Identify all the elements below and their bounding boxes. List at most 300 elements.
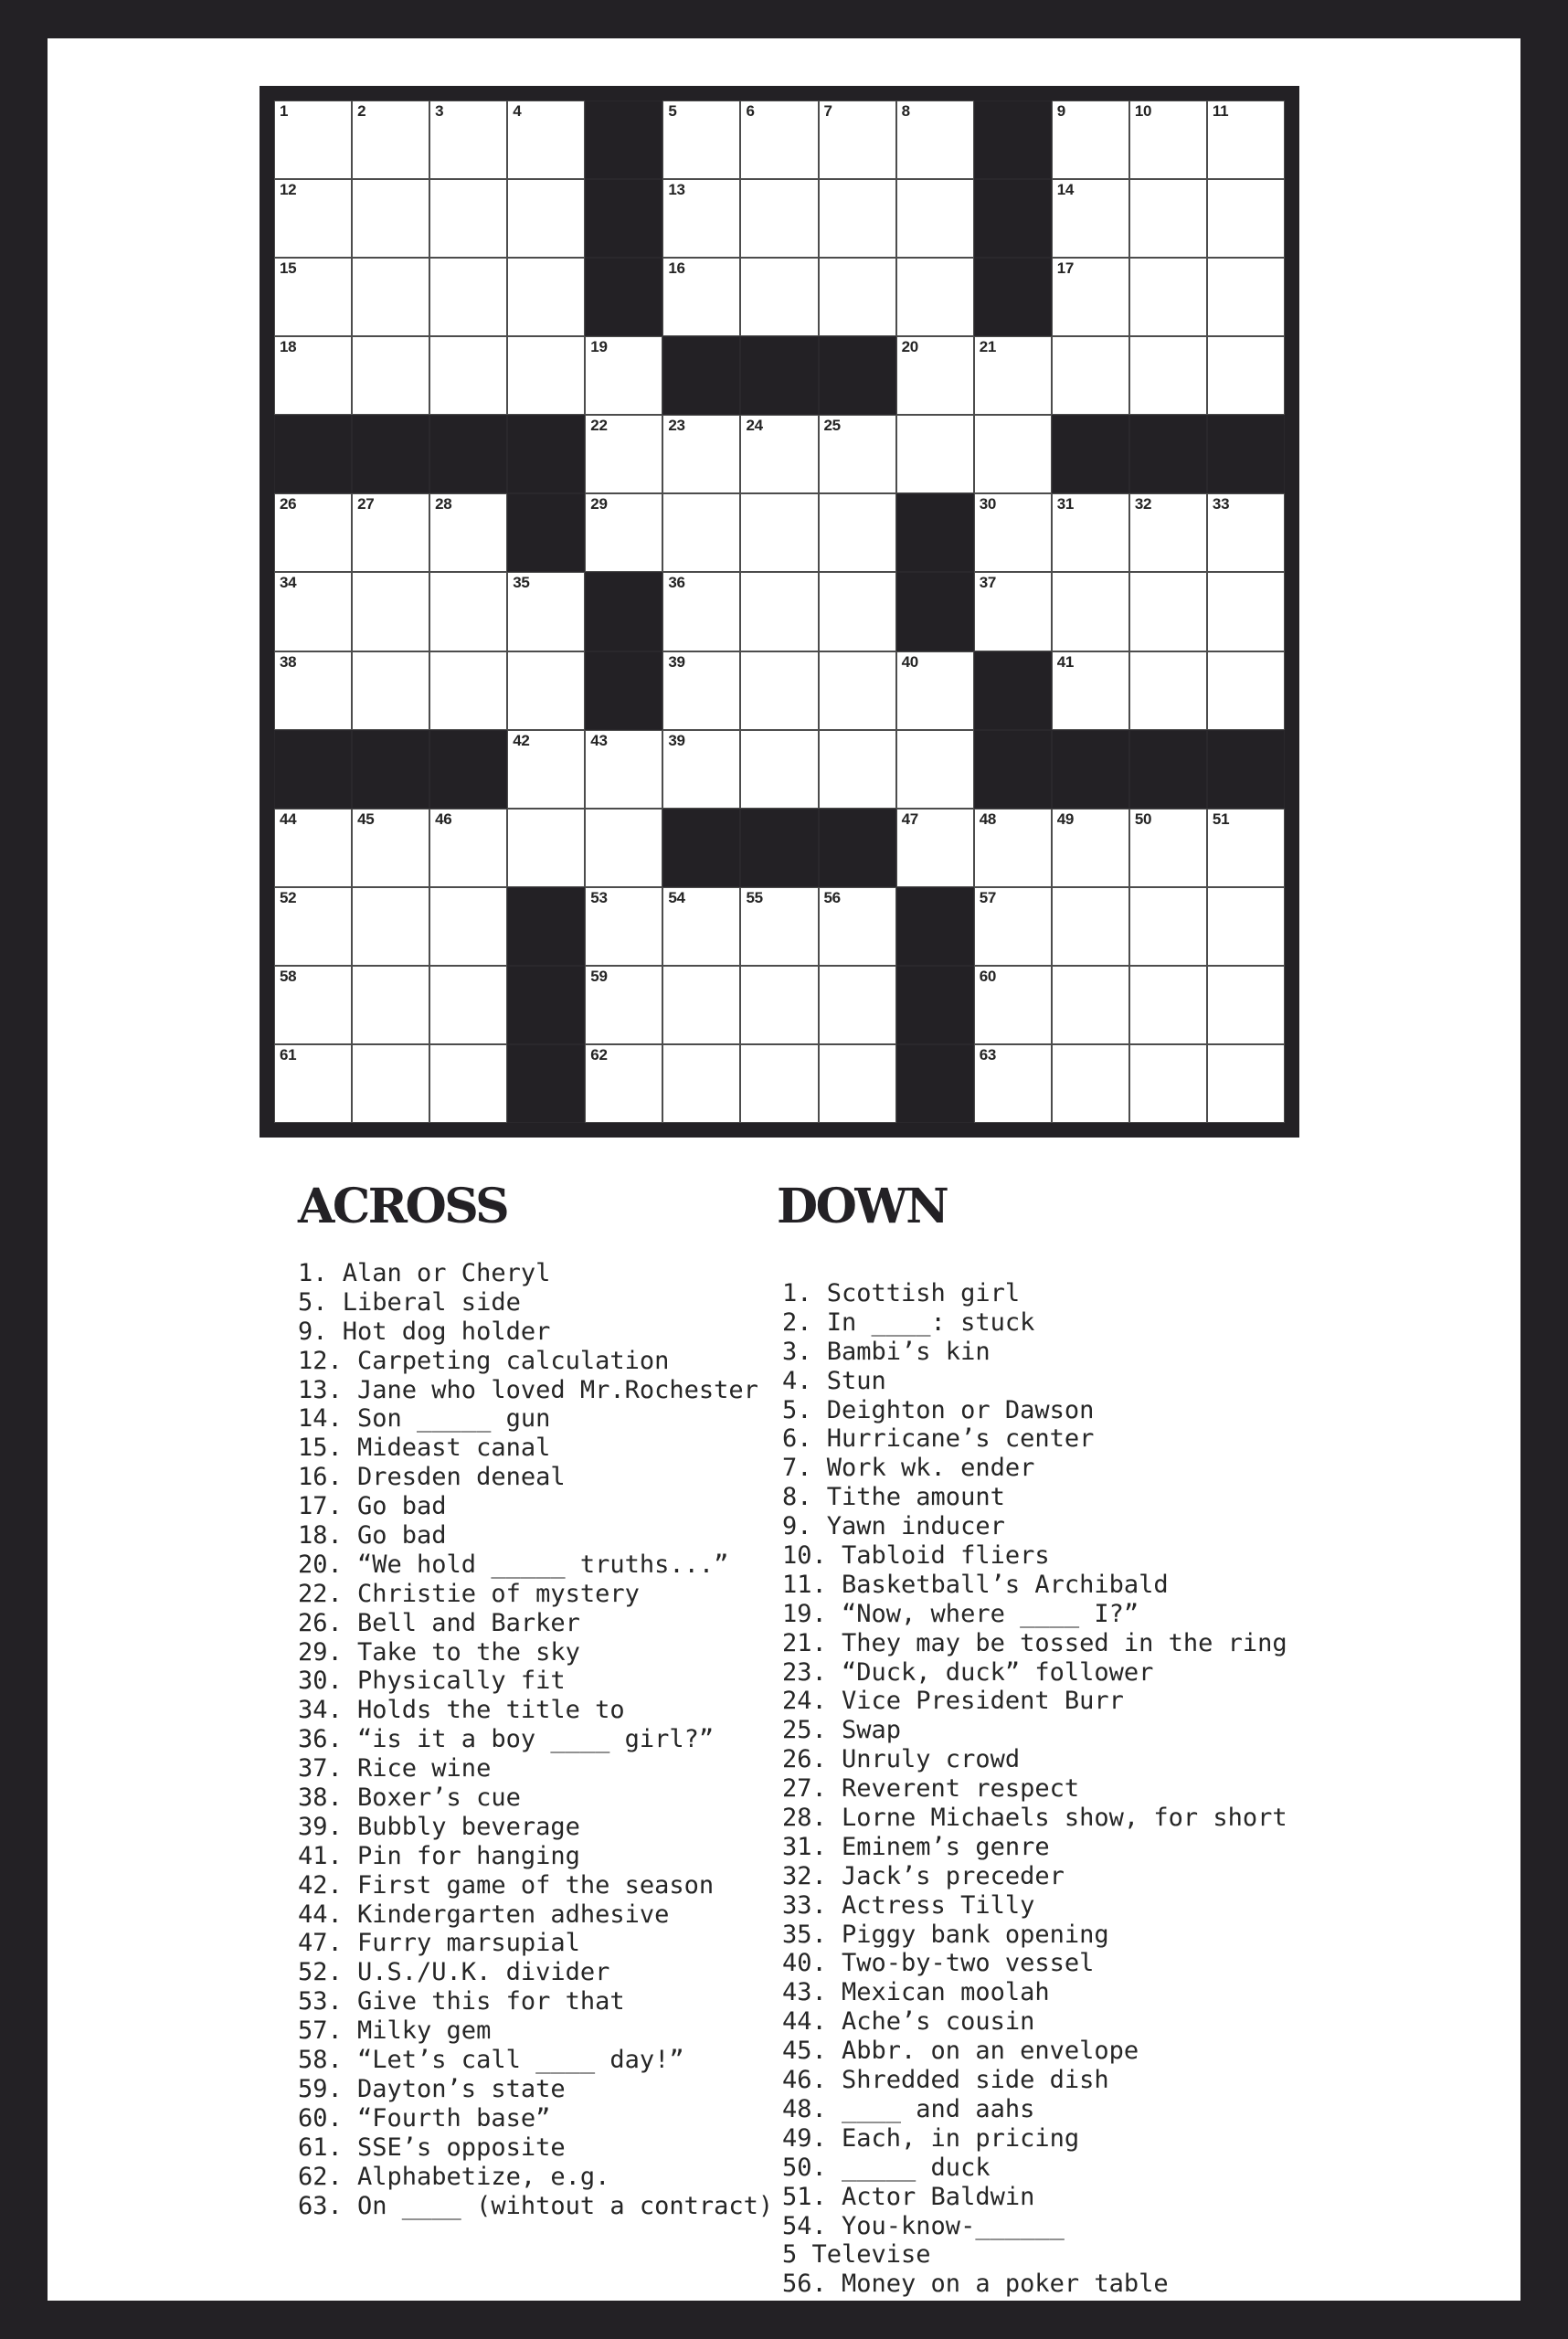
down-clue: 35. Piggy bank opening xyxy=(782,1920,1109,1949)
grid-cell[interactable] xyxy=(974,1044,1052,1123)
grid-cell[interactable] xyxy=(662,179,740,258)
grid-cell[interactable] xyxy=(429,101,507,179)
cell-number: 23 xyxy=(668,417,685,435)
grid-cell[interactable] xyxy=(662,651,740,730)
grid-cell[interactable] xyxy=(1207,258,1285,336)
down-title: DOWN xyxy=(777,1179,948,1234)
grid-cell[interactable] xyxy=(740,966,818,1044)
grid-cell[interactable] xyxy=(352,966,429,1044)
black-square xyxy=(974,179,1052,258)
grid-cell[interactable] xyxy=(585,966,662,1044)
cell-number: 29 xyxy=(590,495,608,513)
grid-cell[interactable] xyxy=(740,887,818,966)
grid-cell[interactable] xyxy=(507,809,585,887)
cell-number: 25 xyxy=(823,417,841,435)
down-clue: 56. Money on a poker table xyxy=(782,2270,1169,2299)
grid-cell[interactable] xyxy=(740,730,818,809)
black-square xyxy=(896,572,974,651)
black-square xyxy=(585,101,662,179)
grid-cell[interactable] xyxy=(274,336,352,415)
cell-number: 46 xyxy=(435,810,452,828)
grid-cell[interactable] xyxy=(1129,179,1207,258)
black-square xyxy=(1052,415,1129,493)
grid-cell[interactable] xyxy=(507,572,585,651)
cell-number: 39 xyxy=(668,652,685,671)
grid-cell[interactable] xyxy=(1207,1044,1285,1123)
cell-number: 43 xyxy=(590,731,608,749)
down-clue: 26. Unruly crowd xyxy=(782,1745,1021,1774)
grid-cell[interactable] xyxy=(740,101,818,179)
grid-cell[interactable] xyxy=(819,572,896,651)
across-clue: 26. Bell and Barker xyxy=(298,1608,580,1637)
down-clue: 46. Shredded side dish xyxy=(782,2066,1109,2095)
down-clue: 19. “Now, where ____ I?” xyxy=(782,1599,1139,1628)
down-clue: 49. Each, in pricing xyxy=(782,2123,1080,2153)
grid-cell[interactable] xyxy=(740,1044,818,1123)
cell-number: 49 xyxy=(1056,810,1075,828)
black-square xyxy=(896,887,974,966)
black-square xyxy=(507,415,585,493)
grid-cell[interactable] xyxy=(896,258,974,336)
black-square xyxy=(819,809,896,887)
down-clue: 11. Basketball’s Archibald xyxy=(782,1570,1169,1599)
grid-cell[interactable] xyxy=(352,809,429,887)
cell-number: 21 xyxy=(979,338,996,356)
grid-cell[interactable] xyxy=(662,966,740,1044)
across-clue: 5. Liberal side xyxy=(298,1287,521,1317)
black-square xyxy=(974,101,1052,179)
across-clue: 44. Kindergarten adhesive xyxy=(298,1900,670,1929)
cell-number: 9 xyxy=(1056,102,1065,120)
cell-number: 7 xyxy=(823,102,832,120)
black-square xyxy=(1129,415,1207,493)
cell-number: 59 xyxy=(590,967,608,985)
cell-number: 38 xyxy=(280,652,297,671)
grid-cell[interactable] xyxy=(507,730,585,809)
across-clue: 29. Take to the sky xyxy=(298,1637,580,1667)
cell-number: 16 xyxy=(668,259,685,278)
cell-number: 36 xyxy=(668,574,685,592)
grid-cell[interactable] xyxy=(1052,101,1129,179)
cell-number: 44 xyxy=(280,810,297,828)
down-clue: 43. Mexican moolah xyxy=(782,1978,1050,2007)
grid-cell[interactable] xyxy=(662,730,740,809)
black-square xyxy=(1207,415,1285,493)
grid-cell[interactable] xyxy=(507,651,585,730)
cell-number: 19 xyxy=(590,338,608,356)
grid-cell[interactable] xyxy=(352,493,429,572)
grid-cell[interactable] xyxy=(740,179,818,258)
down-clue: 28. Lorne Michaels show, for short xyxy=(782,1804,1287,1833)
black-square xyxy=(896,966,974,1044)
across-clue: 37. Rice wine xyxy=(298,1754,492,1783)
across-clue: 62. Alphabetize, e.g. xyxy=(298,2162,610,2191)
grid-cell[interactable] xyxy=(274,572,352,651)
cell-number: 6 xyxy=(746,102,755,120)
cell-number: 54 xyxy=(668,888,685,906)
cell-number: 41 xyxy=(1056,652,1075,671)
cell-number: 12 xyxy=(280,181,297,199)
grid-cell[interactable] xyxy=(507,258,585,336)
grid-cell[interactable] xyxy=(662,887,740,966)
cell-number: 52 xyxy=(280,888,297,906)
grid-cell[interactable] xyxy=(507,179,585,258)
black-square xyxy=(1207,730,1285,809)
grid-cell[interactable] xyxy=(429,258,507,336)
black-square xyxy=(896,1044,974,1123)
down-clue: 32. Jack’s preceder xyxy=(782,1861,1065,1890)
grid-cell[interactable] xyxy=(429,809,507,887)
grid-cell[interactable] xyxy=(1207,179,1285,258)
black-square xyxy=(1129,730,1207,809)
grid-cell[interactable] xyxy=(352,887,429,966)
grid-cell[interactable] xyxy=(1129,809,1207,887)
across-clue: 47. Furry marsupial xyxy=(298,1929,580,1958)
grid-cell[interactable] xyxy=(1207,336,1285,415)
grid-cell[interactable] xyxy=(585,730,662,809)
grid-cell[interactable] xyxy=(819,101,896,179)
down-clue: 6. Hurricane’s center xyxy=(782,1424,1095,1454)
grid-cell[interactable] xyxy=(585,415,662,493)
down-clue: 7. Work wk. ender xyxy=(782,1454,1035,1483)
down-clue: 45. Abbr. on an envelope xyxy=(782,2037,1139,2066)
crossword-grid xyxy=(274,101,1285,1123)
down-clue: 25. Swap xyxy=(782,1716,902,1745)
cell-number: 61 xyxy=(280,1045,297,1064)
grid-cell[interactable] xyxy=(1052,809,1129,887)
grid-cell[interactable] xyxy=(662,258,740,336)
cell-number: 8 xyxy=(901,102,910,120)
grid-cell[interactable] xyxy=(662,415,740,493)
black-square xyxy=(585,572,662,651)
cell-number: 22 xyxy=(590,417,608,435)
grid-cell[interactable] xyxy=(819,966,896,1044)
across-clue: 1. Alan or Cheryl xyxy=(298,1259,551,1287)
grid-cell[interactable] xyxy=(896,415,974,493)
cell-number: 50 xyxy=(1134,810,1152,828)
down-clue: 2. In ____: stuck xyxy=(782,1307,1035,1337)
grid-cell[interactable] xyxy=(819,258,896,336)
down-clue: 21. They may be tossed in the ring xyxy=(782,1628,1287,1657)
black-square xyxy=(274,415,352,493)
black-square xyxy=(740,809,818,887)
grid-cell[interactable] xyxy=(1129,336,1207,415)
grid-cell[interactable] xyxy=(274,887,352,966)
across-clue: 36. “is it a boy ____ girl?” xyxy=(298,1725,715,1754)
grid-cell[interactable] xyxy=(274,493,352,572)
grid-cell[interactable] xyxy=(1207,966,1285,1044)
cell-number: 58 xyxy=(280,967,297,985)
grid-cell[interactable] xyxy=(429,572,507,651)
down-clue: 40. Two-by-two vessel xyxy=(782,1949,1095,1978)
across-clue: 9. Hot dog holder xyxy=(298,1317,551,1346)
grid-cell[interactable] xyxy=(662,493,740,572)
down-clue: 4. Stun xyxy=(782,1366,886,1395)
across-clue: 18. Go bad xyxy=(298,1521,447,1551)
black-square xyxy=(274,730,352,809)
cell-number: 48 xyxy=(979,810,996,828)
black-square xyxy=(429,730,507,809)
grid-cell[interactable] xyxy=(662,572,740,651)
across-clue: 63. On ____ (wihtout a contract) xyxy=(298,2191,774,2220)
black-square xyxy=(896,493,974,572)
grid-cell[interactable] xyxy=(1207,887,1285,966)
grid-cell[interactable] xyxy=(585,809,662,887)
black-square xyxy=(819,336,896,415)
black-square xyxy=(974,651,1052,730)
black-square xyxy=(507,966,585,1044)
down-clue: 5 Televise xyxy=(782,2240,931,2270)
down-clue-list xyxy=(782,1279,1287,2299)
grid-cell[interactable] xyxy=(429,651,507,730)
grid-cell[interactable] xyxy=(1129,887,1207,966)
grid-cell[interactable] xyxy=(274,258,352,336)
cell-number: 32 xyxy=(1134,495,1152,513)
cell-number: 34 xyxy=(280,574,297,592)
grid-cell[interactable] xyxy=(585,1044,662,1123)
grid-cell[interactable] xyxy=(1129,1044,1207,1123)
across-clue: 61. SSE’s opposite xyxy=(298,2133,566,2162)
cell-number: 56 xyxy=(823,888,841,906)
across-clue: 42. First game of the season xyxy=(298,1870,715,1900)
down-clue: 9. Yawn inducer xyxy=(782,1512,1005,1541)
grid-cell[interactable] xyxy=(740,415,818,493)
across-clue: 12. Carpeting calculation xyxy=(298,1346,670,1375)
cell-number: 20 xyxy=(901,338,918,356)
black-square xyxy=(662,809,740,887)
grid-cell[interactable] xyxy=(1207,809,1285,887)
grid-cell[interactable] xyxy=(352,258,429,336)
across-clue: 39. Bubbly beverage xyxy=(298,1812,580,1841)
grid-cell[interactable] xyxy=(585,336,662,415)
across-clue: 30. Physically fit xyxy=(298,1667,566,1696)
black-square xyxy=(1052,730,1129,809)
grid-cell[interactable] xyxy=(1129,493,1207,572)
down-clue: 24. Vice President Burr xyxy=(782,1687,1124,1716)
grid-cell[interactable] xyxy=(1207,651,1285,730)
across-clue: 34. Holds the title to xyxy=(298,1696,625,1725)
grid-cell[interactable] xyxy=(896,179,974,258)
grid-cell[interactable] xyxy=(274,651,352,730)
grid-cell[interactable] xyxy=(819,179,896,258)
grid-cell[interactable] xyxy=(1052,179,1129,258)
cell-number: 40 xyxy=(901,652,918,671)
cell-number: 18 xyxy=(280,338,297,356)
grid-cell[interactable] xyxy=(429,966,507,1044)
grid-cell[interactable] xyxy=(740,493,818,572)
across-clue: 53. Give this for that xyxy=(298,1987,625,2016)
grid-cell[interactable] xyxy=(819,887,896,966)
cell-number: 42 xyxy=(513,731,530,749)
cell-number: 47 xyxy=(901,810,918,828)
cell-number: 35 xyxy=(513,574,530,592)
cell-number: 17 xyxy=(1056,259,1075,278)
cell-number: 57 xyxy=(979,888,996,906)
grid-cell[interactable] xyxy=(819,651,896,730)
grid-cell[interactable] xyxy=(585,887,662,966)
grid-cell[interactable] xyxy=(352,1044,429,1123)
black-square xyxy=(974,258,1052,336)
grid-cell[interactable] xyxy=(974,415,1052,493)
down-clue: 10. Tabloid fliers xyxy=(782,1541,1050,1571)
grid-cell[interactable] xyxy=(1052,887,1129,966)
black-square xyxy=(507,1044,585,1123)
grid-cell[interactable] xyxy=(429,336,507,415)
grid-cell[interactable] xyxy=(352,179,429,258)
black-square xyxy=(740,336,818,415)
cell-number: 24 xyxy=(746,417,763,435)
across-clue: 13. Jane who loved Mr.Rochester xyxy=(298,1375,758,1404)
down-clue: 33. Actress Tilly xyxy=(782,1890,1035,1920)
grid-cell[interactable] xyxy=(896,809,974,887)
grid-cell[interactable] xyxy=(507,101,585,179)
grid-cell[interactable] xyxy=(896,336,974,415)
grid-cell[interactable] xyxy=(352,651,429,730)
across-clue: 20. “We hold _____ truths...” xyxy=(298,1550,729,1579)
grid-cell[interactable] xyxy=(662,1044,740,1123)
crossword-grid-border xyxy=(260,86,1299,1138)
cell-number: 63 xyxy=(979,1045,996,1064)
across-clue: 60. “Fourth base” xyxy=(298,2103,551,2133)
grid-cell[interactable] xyxy=(1129,101,1207,179)
grid-cell[interactable] xyxy=(974,809,1052,887)
grid-cell[interactable] xyxy=(896,730,974,809)
grid-cell[interactable] xyxy=(819,730,896,809)
grid-cell[interactable] xyxy=(429,887,507,966)
cell-number: 62 xyxy=(590,1045,608,1064)
across-clue-list xyxy=(298,1259,773,2220)
grid-cell[interactable] xyxy=(1129,966,1207,1044)
black-square xyxy=(974,730,1052,809)
grid-cell[interactable] xyxy=(1052,1044,1129,1123)
across-clue: 58. “Let’s call ____ day!” xyxy=(298,2046,684,2075)
grid-cell[interactable] xyxy=(819,1044,896,1123)
down-clue: 5. Deighton or Dawson xyxy=(782,1395,1095,1424)
grid-cell[interactable] xyxy=(974,336,1052,415)
grid-cell[interactable] xyxy=(1052,258,1129,336)
grid-cell[interactable] xyxy=(274,966,352,1044)
cell-number: 4 xyxy=(513,102,522,120)
cell-number: 15 xyxy=(280,259,297,278)
grid-cell[interactable] xyxy=(662,101,740,179)
grid-cell[interactable] xyxy=(1207,572,1285,651)
grid-cell[interactable] xyxy=(740,572,818,651)
black-square xyxy=(352,415,429,493)
cell-number: 60 xyxy=(979,967,996,985)
grid-cell[interactable] xyxy=(1129,572,1207,651)
grid-cell[interactable] xyxy=(1052,493,1129,572)
cell-number: 11 xyxy=(1212,102,1229,120)
down-clue: 27. Reverent respect xyxy=(782,1774,1080,1804)
grid-cell[interactable] xyxy=(740,258,818,336)
down-clue: 50. _____ duck xyxy=(782,2153,991,2182)
grid-cell[interactable] xyxy=(1207,101,1285,179)
grid-cell[interactable] xyxy=(274,809,352,887)
grid-cell[interactable] xyxy=(1052,336,1129,415)
grid-cell[interactable] xyxy=(974,493,1052,572)
cell-number: 37 xyxy=(979,574,996,592)
across-clue: 14. Son _____ gun xyxy=(298,1404,551,1434)
cell-number: 45 xyxy=(357,810,375,828)
cell-number: 33 xyxy=(1212,495,1230,513)
grid-cell[interactable] xyxy=(896,651,974,730)
grid-cell[interactable] xyxy=(1129,651,1207,730)
grid-cell[interactable] xyxy=(429,493,507,572)
across-clue: 22. Christie of mystery xyxy=(298,1579,640,1608)
cell-number: 53 xyxy=(590,888,608,906)
cell-number: 55 xyxy=(746,888,763,906)
across-clue: 52. U.S./U.K. divider xyxy=(298,1958,610,1987)
black-square xyxy=(429,415,507,493)
grid-cell[interactable] xyxy=(1052,572,1129,651)
across-clue: 15. Mideast canal xyxy=(298,1434,551,1463)
across-title: ACROSS xyxy=(298,1179,508,1234)
down-clue: 44. Ache’s cousin xyxy=(782,2007,1035,2037)
cell-number: 13 xyxy=(668,181,685,199)
cell-number: 5 xyxy=(668,102,677,120)
down-clue: 8. Tithe amount xyxy=(782,1483,1005,1512)
grid-cell[interactable] xyxy=(974,572,1052,651)
grid-cell[interactable] xyxy=(352,572,429,651)
grid-cell[interactable] xyxy=(974,966,1052,1044)
cell-number: 31 xyxy=(1056,495,1075,513)
cell-number: 27 xyxy=(357,495,375,513)
grid-cell[interactable] xyxy=(274,101,352,179)
black-square xyxy=(507,493,585,572)
cell-number: 26 xyxy=(280,495,297,513)
cell-number: 1 xyxy=(280,102,289,120)
across-clue: 17. Go bad xyxy=(298,1492,447,1521)
black-square xyxy=(585,258,662,336)
grid-cell[interactable] xyxy=(352,336,429,415)
grid-cell[interactable] xyxy=(819,415,896,493)
grid-cell[interactable] xyxy=(1207,493,1285,572)
cell-number: 10 xyxy=(1134,102,1152,120)
cell-number: 39 xyxy=(668,731,685,749)
grid-cell[interactable] xyxy=(974,887,1052,966)
grid-cell[interactable] xyxy=(429,179,507,258)
across-clue: 38. Boxer’s cue xyxy=(298,1783,521,1813)
across-clue: 59. Dayton’s state xyxy=(298,2074,566,2103)
cell-number: 2 xyxy=(357,102,366,120)
down-clue: 54. You-know-______ xyxy=(782,2211,1065,2240)
cell-number: 28 xyxy=(435,495,452,513)
across-clue: 41. Pin for hanging xyxy=(298,1841,580,1870)
down-clue: 51. Actor Baldwin xyxy=(782,2182,1035,2211)
grid-cell[interactable] xyxy=(274,1044,352,1123)
grid-cell[interactable] xyxy=(1052,651,1129,730)
grid-cell[interactable] xyxy=(352,101,429,179)
cell-number: 30 xyxy=(979,495,996,513)
across-clue: 57. Milky gem xyxy=(298,2016,492,2046)
down-clue: 3. Bambi’s kin xyxy=(782,1337,991,1366)
down-clue: 48. ____ and aahs xyxy=(782,2094,1035,2123)
grid-cell[interactable] xyxy=(429,1044,507,1123)
grid-cell[interactable] xyxy=(507,336,585,415)
grid-cell[interactable] xyxy=(819,493,896,572)
grid-cell[interactable] xyxy=(896,101,974,179)
across-clue: 16. Dresden deneal xyxy=(298,1463,566,1492)
cell-number: 51 xyxy=(1212,810,1230,828)
grid-cell[interactable] xyxy=(1129,258,1207,336)
grid-cell[interactable] xyxy=(1052,966,1129,1044)
cell-number: 3 xyxy=(435,102,444,120)
black-square xyxy=(507,887,585,966)
grid-cell[interactable] xyxy=(740,651,818,730)
grid-cell[interactable] xyxy=(274,179,352,258)
down-clue: 23. “Duck, duck” follower xyxy=(782,1657,1154,1687)
grid-cell[interactable] xyxy=(585,493,662,572)
